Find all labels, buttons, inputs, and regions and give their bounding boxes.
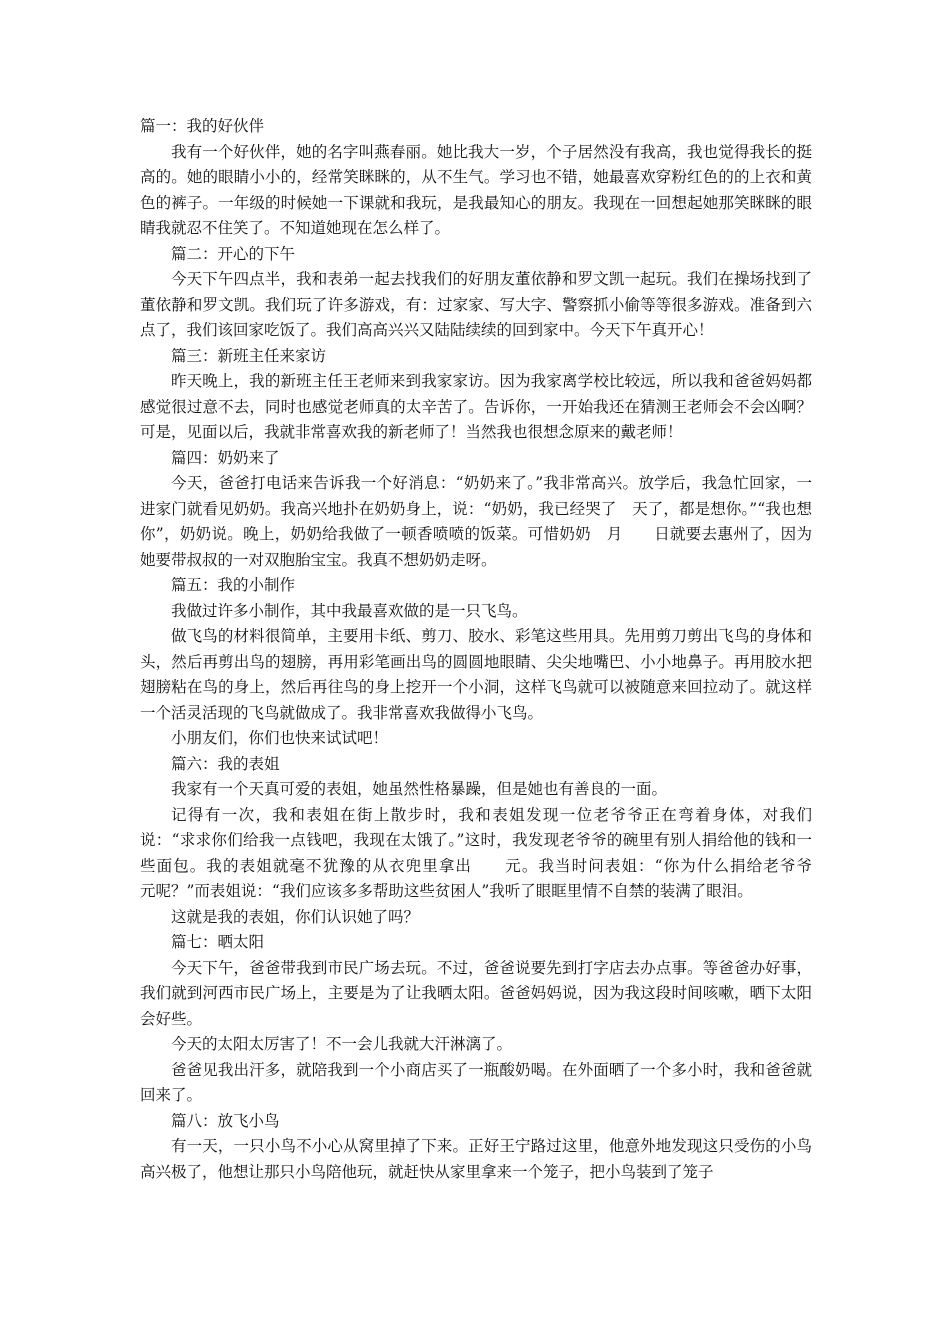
paragraph: 今天的太阳太厉害了！不一会儿我就大汗淋漓了。	[171, 1035, 513, 1053]
section-title-4: 篇四：奶奶来了	[171, 448, 280, 467]
section-title-2: 篇二：开心的下午	[171, 244, 296, 263]
paragraph: 我做过许多小制作，其中我最喜欢做的是一只飞鸟。	[171, 601, 528, 620]
paragraph: 今天，爸爸打电话来告诉我一个好消息：“奶奶来了。”我非常高兴。放学后，我急忙回家，一进家门就看见奶奶。我高兴地扑在奶奶身上，说：“奶奶，我已经哭了 天了，都是想你。”“我也想你”，奶奶说。晚上，奶奶给我做了一顿香喷喷的饭菜。可惜奶奶 月 日就要去惠州了，因为她要带叔叔的一对双胞胎宝宝。我真不想奶奶走呀。	[140, 474, 812, 569]
paragraph: 这就是我的表姐，你们认识她了吗？	[171, 907, 420, 926]
paragraph: 爸爸见我出汗多，就陪我到一个小商店买了一瓶酸奶喝。在外面晒了一个多小时，我和爸爸就回来了。	[140, 1060, 812, 1104]
paragraph: 我有一个好伙伴，她的名字叫燕春丽。她比我大一岁，个子居然没有我高，我也觉得我长的挺高的。她的眼睛小小的，经常笑眯眯的，从不生气。学习也不错，她最喜欢穿粉红色的的上衣和黄色的裤子。一年级的时候她一下课就和我玩，是我最知心的朋友。我现在一回想起她那笑眯眯的眼睛我就忍不住笑了。不知道她现在怎么样了。	[140, 142, 812, 237]
paragraph: 今天下午，爸爸带我到市民广场去玩。不过，爸爸说要先到打字店去办点事。等爸爸办好事，我们就到河西市民广场上，主要是为了让我晒太阳。爸爸妈妈说，因为我这段时间咳嗽，晒下太阳会好些。	[140, 958, 812, 1028]
paragraph: 做飞鸟的材料很简单，主要用卡纸、剪刀、胶水、彩笔这些用具。先用剪刀剪出飞鸟的身体和头，然后再剪出鸟的翅膀，再用彩笔画出鸟的圆圆地眼睛、尖尖地嘴巴、小小地鼻子。再用胶水把翅膀粘在鸟的身上，然后再往鸟的身上挖开一个小洞，这样飞鸟就可以被随意来回拉动了。就这样一个活灵活现的飞鸟就做成了。我非常喜欢我做得小飞鸟。	[140, 627, 812, 722]
section-title-6: 篇六：我的表姐	[171, 754, 280, 773]
paragraph: 昨天晚上，我的新班主任王老师来到我家家访。因为我家离学校比较远，所以我和爸爸妈妈都感觉很过意不去，同时也感觉老师真的太辛苦了。告诉你，一开始我还在猜测王老师会不会凶啊？可是，见面以后，我就非常喜欢我的新老师了！当然我也很想念原来的戴老师！	[140, 372, 812, 441]
paragraph: 有一天，一只小鸟不小心从窝里掉了下来。正好王宁路过这里，他意外地发现这只受伤的小鸟高兴极了，他想让那只小鸟陪他玩，就赶快从家里拿来一个笼子，把小鸟装到了笼子	[140, 1137, 812, 1181]
paragraph: 今天下午四点半，我和表弟一起去找我们的好朋友董依静和罗文凯一起玩。我们在操场找到了董依静和罗文凯。我们玩了许多游戏，有：过家家、写大字、警察抓小偷等等很多游戏。准备到六点了，我们该回家吃饭了。我们高高兴兴又陆陆续续的回到家中。今天下午真开心！	[140, 270, 812, 339]
document-page	[140, 114, 844, 1185]
section-title-3: 篇三：新班主任来家访	[171, 346, 327, 365]
section-title-7: 篇七：晒太阳	[171, 933, 265, 951]
paragraph: 记得有一次，我和表姐在街上散步时，我和表姐发现一位老爷爷正在弯着身体，对我们说：“求求你们给我一点钱吧，我现在太饿了。”这时，我发现老爷爷的碗里有别人捐给他的钱和一些面包。我的表姐就毫不犹豫的从衣兜里拿出 元。我当时问表姐：“你为什么捐给老爷爷 元呢？”而表姐说：“我们应该多多帮助这些贫困人”我听了眼眶里情不自禁的装满了眼泪。	[140, 805, 844, 900]
paragraph: 我家有一个天真可爱的表姐，她虽然性格暴躁，但是她也有善良的一面。	[171, 780, 668, 798]
section-title-5: 篇五：我的小制作	[171, 576, 296, 594]
section-title-8: 篇八：放飞小鸟	[171, 1111, 280, 1130]
paragraph: 小朋友们，你们也快来试试吧！	[171, 729, 389, 747]
section-title-1: 篇一：我的好伙伴	[140, 117, 265, 135]
